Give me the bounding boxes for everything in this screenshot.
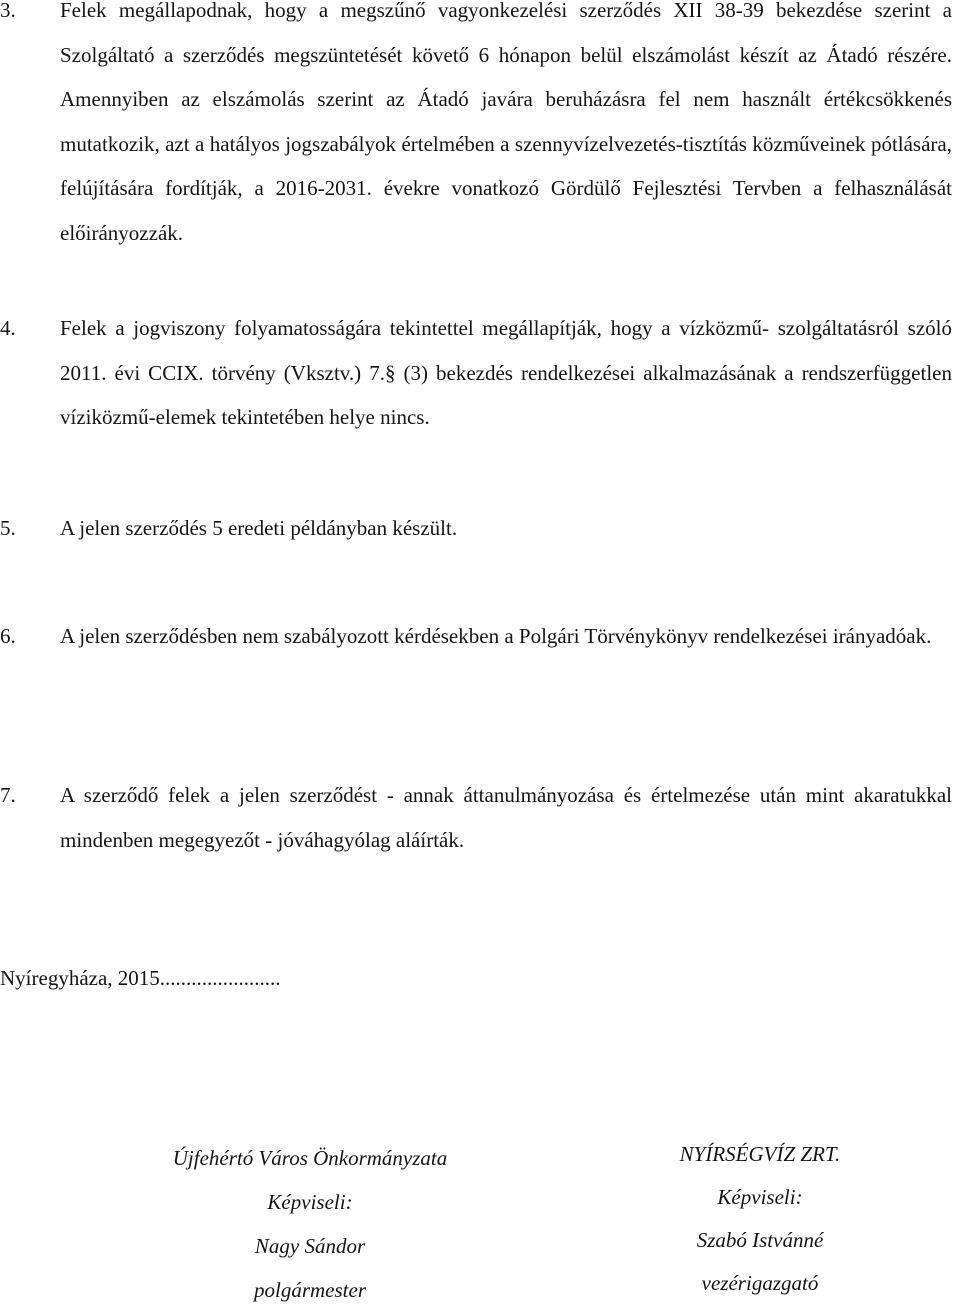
signatory-name: Szabó Istvánné [696,1228,824,1252]
signatory-title: vezérigazgató [701,1271,819,1295]
signatory-name: Nagy Sándor [254,1234,366,1258]
signatory-organization: Újfehértó Város Önkormányzata [172,1146,448,1170]
clause-7 [0,773,952,862]
signatory-organization: NYÍRSÉGVÍZ ZRT. [679,1142,841,1166]
clause-text: A jelen szerződésben nem szabályozott kérdésekben a Polgári Törvénykönyv rendelkezései irányadóak. [60,624,932,648]
signatory-role: Képviseli: [717,1185,803,1209]
signature-block-left [130,1136,490,1312]
clause-text: A szerződő felek a jelen szerződést - annak áttanulmányozása és értelmezése után mint akaratukkal mindenben megegyezőt - jóváhagyólag aláírták. [60,783,952,852]
clause-3 [0,0,952,255]
clause-4 [0,306,952,440]
clause-text: Felek a jogviszony folyamatosságára tekintettel megállapítják, hogy a vízközmű- szolgáltatásról szóló 2011. évi CCIX. törvény (Vksztv.) 7.§ (3) bekezdés rendelkezései alkalmazásának a rendszerfüggetlen víziközmű-elemek tekintetében helye nincs. [60,316,952,429]
clause-6 [0,614,952,659]
clause-number: 7. [0,783,16,807]
clause-number: 5. [0,516,16,540]
signatory-title: polgármester [254,1278,366,1302]
signature-block-right [600,1133,920,1305]
clause-5 [0,506,952,551]
clause-number: 6. [0,624,16,648]
clause-text: A jelen szerződés 5 eredeti példányban készült. [60,516,458,540]
clause-number: 4. [0,316,16,340]
clause-text: Felek megállapodnak, hogy a megszűnő vagyonkezelési szerződés XII 38-39 bekezdése szerint a Szolgáltató a szerződés megszüntetését követő 6 hónapon belül elszámolást készít az Átadó részére. Amennyiben az elszámolás szerint az Átadó javára beruházásra fel nem használt értékcsökkenés mutatkozik, azt a hatályos jogszabályok értelmében a szennyvízelvezetés-tisztítás közműveinek pótlására, felújítására fordítják, a 2016-2031. évekre vonatkozó Gördülő Fejlesztési Tervben a felhasználását előirányozzák. [60,0,952,245]
signatory-role: Képviseli: [267,1190,353,1214]
clause-number: 3. [0,0,16,22]
place-and-date: Nyíregyháza, 2015....................... [0,966,281,990]
